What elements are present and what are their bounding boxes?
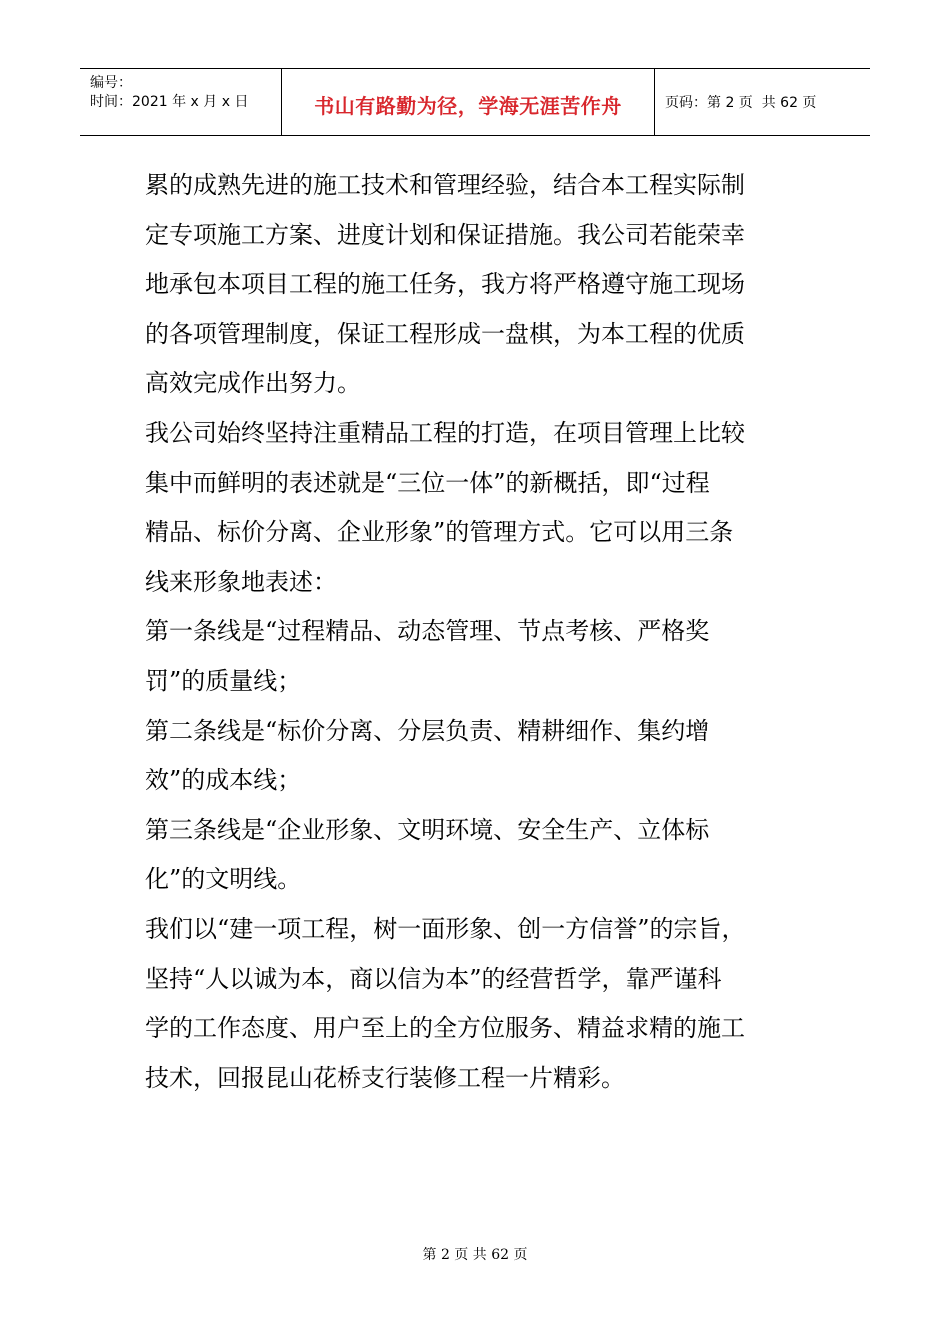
body-line: 我们以“建一项工程，树一面形象、创一方信誉”的宗旨，: [145, 914, 746, 943]
body-line: 化”的文明线。: [145, 865, 302, 894]
body-line: 效”的成本线；: [145, 766, 302, 795]
body-line: 我公司始终坚持注重精品工程的打造，在项目管理上比较: [145, 418, 745, 447]
motto-text: 书山有路勤为径，学海无涯苦作舟: [314, 93, 622, 118]
document-body: [145, 161, 805, 1103]
body-line: 罚”的质量线；: [145, 666, 302, 695]
body-line: 高效完成作出努力。: [145, 369, 361, 398]
page-info-text: 页码：第 2 页 共 62 页: [665, 95, 817, 111]
header-meta: [80, 69, 282, 135]
number-label: 编号：: [90, 75, 132, 91]
body-line: 学的工作态度、用户至上的全方位服务、精益求精的施工: [145, 1014, 745, 1043]
body-line: 技术，回报昆山花桥支行装修工程一片精彩。: [145, 1063, 625, 1092]
body-line: 第三条线是“企业形象、文明环境、安全生产、立体标: [145, 815, 710, 844]
header-page-info: [655, 69, 870, 135]
body-line: 集中而鲜明的表述就是“三位一体”的新概括，即“过程: [145, 468, 710, 497]
body-line: 地承包本项目工程的施工任务，我方将严格遵守施工现场: [145, 270, 745, 299]
body-line: 累的成熟先进的施工技术和管理经验，结合本工程实际制: [145, 171, 745, 199]
body-line: 的各项管理制度，保证工程形成一盘棋，为本工程的优质: [145, 319, 745, 348]
body-line: 线来形象地表述：: [145, 567, 337, 596]
time-label: 时间：2021 年 x 月 x 日: [90, 94, 249, 110]
body-line: 第二条线是“标价分离、分层负责、精耕细作、集约增: [145, 716, 710, 745]
page-footer: 第 2 页 共 62 页: [422, 1247, 528, 1263]
body-line: 精品、标价分离、企业形象”的管理方式。它可以用三条: [145, 518, 734, 547]
body-line: 定专项施工方案、进度计划和保证措施。我公司若能荣幸: [145, 220, 745, 249]
body-line: 第一条线是“过程精品、动态管理、节点考核、严格奖: [145, 617, 710, 646]
header-motto: [282, 69, 655, 135]
body-line: 坚持“人以诚为本，商以信为本”的经营哲学，靠严谨科: [145, 964, 722, 993]
page-header: [80, 68, 870, 136]
